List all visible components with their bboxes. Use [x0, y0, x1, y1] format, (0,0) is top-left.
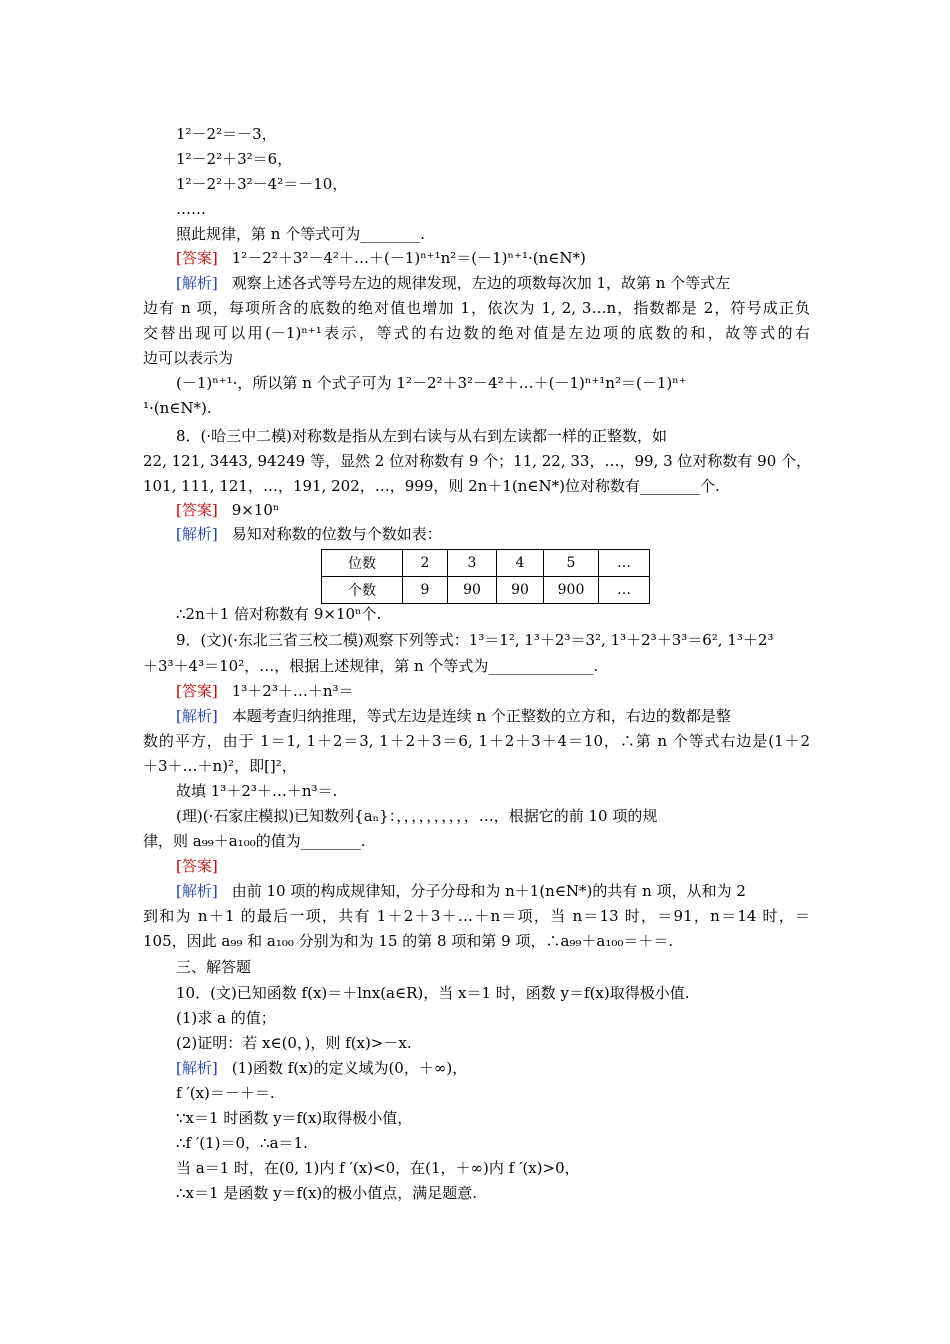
q10-part-2: (2)证明：若 x∈(0，)，则 f(x)>－x.	[176, 1034, 412, 1052]
q9-science-explanation-2: 到和为 n＋1 的最后一项，共有 1＋2＋3＋…＋n＝项，当 n＝13 时，＝91，n＝14 时，＝	[143, 907, 810, 925]
q8-explanation: [解析] 易知对称数的位数与个数如表：	[176, 525, 442, 543]
q8-conclusion: ∴2n＋1 倍对称数有 9×10ⁿ个.	[176, 605, 382, 623]
q7-answer: [答案] 1²－2²＋3²－4²＋…＋(－1)ⁿ⁺¹n²＝(－1)ⁿ⁺¹·(n∈N*)	[176, 249, 586, 267]
table-cell: 90	[448, 577, 497, 604]
equation-line-3: 1²－2²＋3²－4²＝－10，	[176, 175, 348, 193]
q10-part-1: (1)求 a 的值；	[176, 1009, 276, 1027]
q8-question-1: 8．(·哈三中二模)对称数是指从左到右读与从右到左读都一样的正整数，如	[176, 427, 668, 445]
q8-answer: [答案] 9×10ⁿ	[176, 501, 280, 519]
q9-science-answer	[176, 856, 232, 876]
table-cell: 2	[403, 550, 448, 577]
q7-question: 照此规律，第 n 个等式可为________.	[176, 225, 425, 243]
explanation-tag: [解析]	[176, 525, 218, 543]
q9-answer: [答案] 1³＋2³＋…＋n³＝	[176, 682, 354, 700]
q7-explanation-5: (－1)ⁿ⁺¹·，所以第 n 个式子可为 1²－2²＋3²－4²＋…＋(－1)ⁿ⁺¹n²＝(－1)ⁿ⁺	[176, 374, 687, 392]
explanation-tag: [解析]	[176, 707, 218, 725]
table-row	[322, 577, 650, 604]
q9-science-explanation-1: [解析] 由前 10 项的构成规律知，分子分母和为 n＋1(n∈N*)的共有 n 项，从和为 2	[176, 882, 746, 900]
table-row-header: 位数	[322, 550, 403, 577]
explanation-tag: [解析]	[176, 1059, 218, 1077]
q9-question-1: 9．(文)(·东北三省三校二模)观察下列等式：1³＝1², 1³＋2³＝3², 1³＋2³＋3³＝6², 1³＋2³	[176, 631, 774, 649]
q10-explanation-6: ∴x＝1 是函数 y＝f(x)的极小值点，满足题意.	[176, 1184, 478, 1202]
q7-explanation-3: 交替出现可以用(－1)ⁿ⁺¹表示，等式的右边数的绝对值是左边项的底数的和，故等式的右	[143, 324, 810, 342]
q9-explanation-3: ＋3＋…＋n)²，即[]²，	[143, 757, 297, 775]
table-cell: …	[599, 550, 650, 577]
q7-explanation-4: 边可以表示为	[143, 349, 234, 367]
explanation-tag: [解析]	[176, 274, 218, 292]
explanation-tag: [解析]	[176, 882, 218, 900]
q9-explanation-1: [解析] 本题考查归纳推理，等式左边是连续 n 个正整数的立方和，右边的数都是整	[176, 707, 731, 725]
q10-explanation-5: 当 a＝1 时，在(0, 1)内 f ′(x)<0，在(1，＋∞)内 f ′(x)>0，	[176, 1159, 580, 1177]
q10-explanation-3: ∵x＝1 时函数 y＝f(x)取得极小值，	[176, 1109, 413, 1127]
q7-explanation-6: ¹·(n∈N*).	[143, 399, 212, 417]
q7-explanation-1: [解析] 观察上述各式等号左边的规律发现，左边的项数每次加 1，故第 n 个等式左	[176, 274, 731, 292]
q10-explanation-1: [解析] (1)函数 f(x)的定义域为(0，＋∞)，	[176, 1059, 468, 1077]
q9-explanation-2: 数的平方，由于 1＝1, 1＋2＝3, 1＋2＋3＝6, 1＋2＋3＋4＝10，∴第 n 个等式右边是(1＋2	[143, 732, 810, 750]
q10-explanation-2: f ′(x)＝－＋＝.	[176, 1084, 275, 1102]
q9-science-question-1: (理)(·石家庄模拟)已知数列{aₙ}：，，，，，，，，，，…，根据它的前 10 项的规	[176, 807, 658, 825]
table-cell: 9	[403, 577, 448, 604]
table-cell: 3	[448, 550, 497, 577]
q9-explanation-4: 故填 1³＋2³＋…＋n³＝.	[176, 782, 338, 800]
table-row-header: 个数	[322, 577, 403, 604]
palindrome-count-table	[321, 549, 650, 604]
q9-science-question-2: 律，则 a₉₉＋a₁₀₀的值为________.	[143, 832, 366, 850]
equation-line-1: 1²－2²＝－3，	[176, 125, 277, 143]
q10-explanation-4: ∴f ′(1)＝0，∴a＝1.	[176, 1134, 308, 1152]
table-cell: 90	[497, 577, 544, 604]
q9-question-2: ＋3³＋4³＝10²，…，根据上述规律，第 n 个等式为______________.	[143, 657, 599, 675]
answer-tag: [答案]	[176, 857, 218, 875]
ellipsis-line: ……	[176, 200, 206, 218]
q8-question-2: 22, 121, 3443, 94249 等，显然 2 位对称数有 9 个；11, 22, 33，…，99, 3 位对称数有 90 个，	[143, 452, 812, 470]
answer-tag: [答案]	[176, 501, 218, 519]
q8-question-3: 101, 111, 121，…，191, 202，…，999，则 2n＋1(n∈N*)位对称数有________个.	[143, 477, 720, 495]
table-row	[322, 550, 650, 577]
section-heading: 三、解答题	[176, 958, 252, 976]
table-cell: 5	[544, 550, 599, 577]
q10-question: 10．(文)已知函数 f(x)＝＋lnx(a∈R)，当 x＝1 时，函数 y＝f(x)取得极小值.	[176, 984, 690, 1002]
table-cell: …	[599, 577, 650, 604]
answer-tag: [答案]	[176, 249, 218, 267]
table-cell: 900	[544, 577, 599, 604]
equation-line-2: 1²－2²＋3²＝6，	[176, 150, 293, 168]
answer-tag: [答案]	[176, 682, 218, 700]
q7-explanation-2: 边有 n 项，每项所含的底数的绝对值也增加 1，依次为 1, 2, 3…n，指数都是 2，符号成正负	[143, 299, 810, 317]
table-cell: 4	[497, 550, 544, 577]
q9-science-explanation-3: 105，因此 a₉₉ 和 a₁₀₀ 分别为和为 15 的第 8 项和第 9 项，∴a₉₉＋a₁₀₀＝＋＝.	[143, 932, 674, 950]
